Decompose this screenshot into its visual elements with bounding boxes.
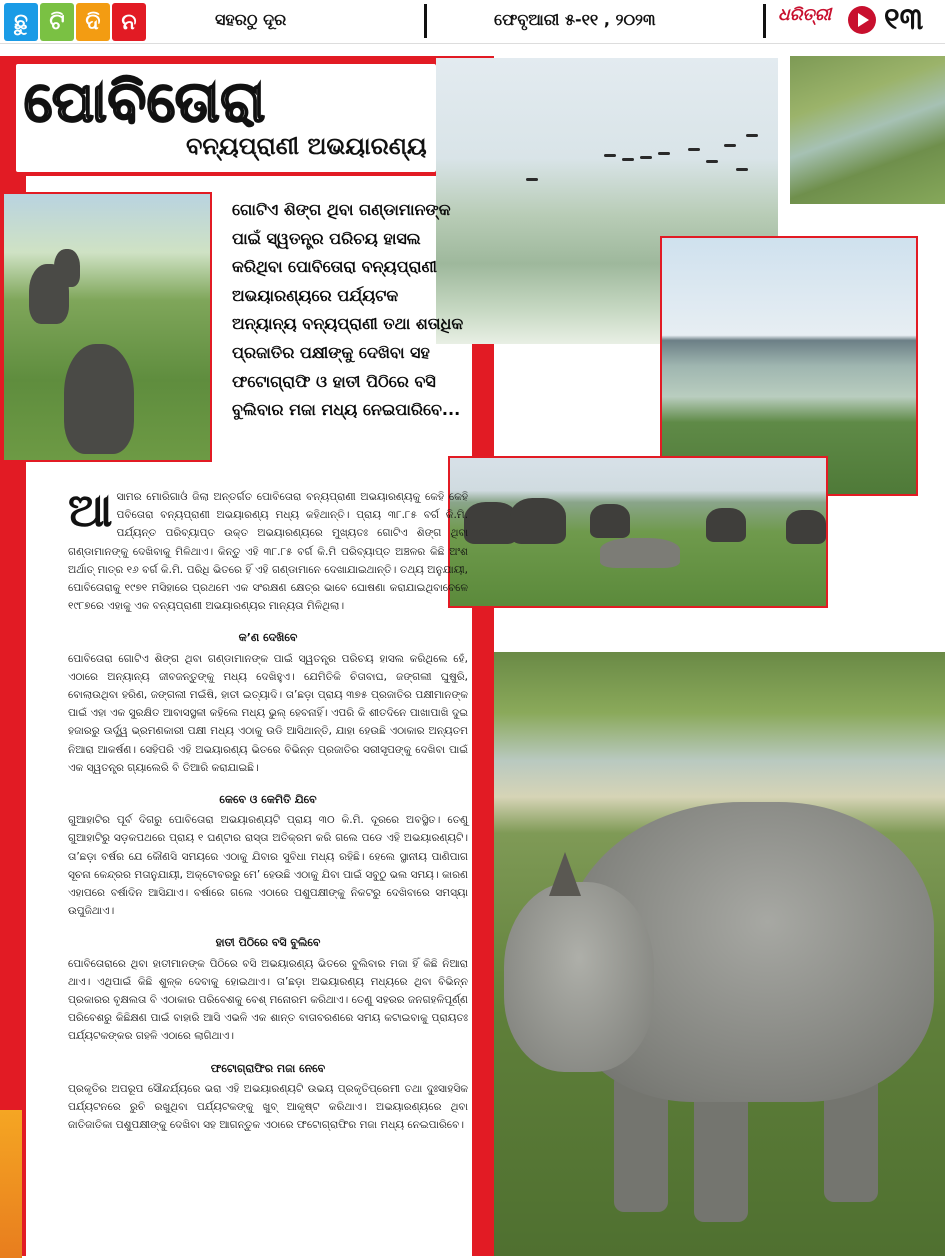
section-text: ପୋବିତୋରାରେ ଥିବା ହାତୀମାନଙ୍କ ପିଠିରେ ବସି ଅଭୟାରଣ୍ୟ ଭିତରେ ବୁଲିବାର ମଜା ହିଁ କିଛି ନିଆରା ଥାଏ। ଏଥିପାଇଁ କିଛି ଶୁଳ୍କ ଦେବାକୁ ହୋଇଥାଏ। ତା’ଛଡ଼ା ଅଭୟାରଣ୍ୟ ମଧ୍ୟରେ ଥିବା ବିଭିନ୍ନ ପ୍ରକାରର ବୃକ୍ଷଲତା ବି ଏଠାକାର ପରିବେଶକୁ ବେଶ୍ ମନୋରମ କରିଥାଏ। ତେଣୁ ସହରର ଜନଗହଳିପୂର୍ଣ୍ଣ ପରିବେଶରୁ କିଛିକ୍ଷଣ ପାଇଁ ବାହାରି ଆସି ଏଭଳି ଏକ ଶାନ୍ତ ବାତାବରଣରେ ସମୟ କଟାଇବାକୁ ପ୍ରାୟତଃ ପର୍ଯ୍ୟଟକଙ୍କର ଗହଳି ଏଠାରେ ଲାଗିଥାଏ।	[68, 957, 468, 1043]
intro-text: ସାମର ମୋରିଗାଓଁ ଜିଲା ଅନ୍ତର୍ଗତ ପୋବିତୋରା ବନ୍ୟପ୍ରାଣୀ ଅଭୟାରଣ୍ୟକୁ କେହି କେହି ପବିତୋରା ବନ୍ୟପ୍ରାଣୀ ଅଭୟାରଣ୍ୟ ମଧ୍ୟ କହିଥାନ୍ତି। ପ୍ରାୟ ୩୮.୮୫ ବର୍ଗ କି.ମି. ପର୍ଯ୍ୟନ୍ତ ପରିବ୍ୟାପ୍ତ ଉକ୍ତ ଅଭୟାରଣ୍ୟରେ ମୁଖ୍ୟତଃ ଗୋଟିଏ ଶିଙ୍ଗ ଥିବା ଗଣ୍ଡାମାନଙ୍କୁ ଦେଖିବାକୁ ମିଳିଥାଏ। କିନ୍ତୁ ଏହି ୩୮.୮୫ ବର୍ଗ କି.ମି ପରିବ୍ୟାପ୍ତ ଅଞ୍ଚଳର କିଛି ଅଂଶ ଅର୍ଥାତ୍ ମାତ୍ର ୧୬ ବର୍ଗ କି.ମି. ପରିଧି ଭିତରେ ହିଁ ଏହି ଗଣ୍ଡାମାନେ ଦେଖାଯାଇଥାନ୍ତି। ତଥ୍ୟ ଅନୁଯାୟୀ, ପୋବିତୋରାକୁ ୧୯୭୧ ମସିହାରେ ପ୍ରଥମେ ଏକ ସଂରକ୍ଷଣ କ୍ଷେତ୍ର ଭାବେ ଘୋଷଣା କରାଯାଇଥିବାବେଳେ ୧୯୮୭ରେ ଏହାକୁ ଏକ ବନ୍ୟପ୍ରାଣୀ ଅଭୟାରଣ୍ୟର ମାନ୍ୟତା ମିଳିଥିଲା।	[68, 491, 468, 613]
photo-elephant-ride	[2, 192, 212, 462]
section-name: ସହରଠୁ ଦୂର	[215, 10, 287, 29]
article-title: ପୋବିତୋରା	[24, 70, 266, 135]
orange-accent-bar	[0, 1110, 22, 1258]
intro-paragraph	[68, 483, 468, 615]
section-heading: କେବେ ଓ କେମିତି ଯିବେ	[219, 793, 317, 807]
section-tile: ଦି	[76, 3, 110, 41]
section-heading: କ’ଣ ଦେଖିବେ	[238, 631, 298, 645]
section-heading: ହାତୀ ପିଠିରେ ବସି ବୁଲିବେ	[215, 936, 321, 950]
section-heading: ଫଟୋଗ୍ରାଫିର ମଜା ନେବେ	[210, 1061, 326, 1075]
section-tile: ନ	[112, 3, 146, 41]
article-subtitle: ବନ୍ୟପ୍ରାଣୀ ଅଭୟାରଣ୍ୟ	[186, 132, 427, 160]
play-icon	[848, 6, 876, 34]
section-tile: ଛୁ	[4, 3, 38, 41]
article-lead: ଗୋଟିଏ ଶିଙ୍ଗ ଥିବା ଗଣ୍ଡାମାନଙ୍କ ପାଇଁ ସ୍ୱତନ୍ତ୍ର ପରିଚୟ ହାସଲ କରିଥିବା ପୋବିତୋରା ବନ୍ୟପ୍ରାଣୀ ଅଭୟାରଣ୍ୟରେ ପର୍ଯ୍ୟଟକ ଅନ୍ୟାନ୍ୟ ବନ୍ୟପ୍ରାଣୀ ତଥା ଶତାଧିକ ପ୍ରଜାତିର ପକ୍ଷୀଙ୍କୁ ଦେଖିବା ସହ ଫଟୋଗ୍ରାଫି ଓ ହାତୀ ପିଠିରେ ବସି ବୁଲିବାର ମଜା ମଧ୍ୟ ନେଇପାରିବେ...	[232, 200, 464, 420]
photo-elephant-safari	[448, 456, 828, 608]
page-header	[0, 0, 945, 44]
photo-one-horned-rhino	[494, 652, 945, 1256]
photo-wetland-top	[790, 56, 945, 204]
drop-cap: ଆ	[68, 483, 113, 537]
paper-logo: ଧରିତ୍ରୀ	[778, 5, 832, 25]
article-body	[68, 483, 468, 1135]
header-divider	[424, 4, 427, 38]
header-divider	[763, 4, 766, 38]
page-number: ୧୩	[884, 2, 924, 37]
section-text: ଗୁଆହାଟିର ପୂର୍ବ ଦିଗରୁ ପୋବିତୋରା ଅଭୟାରଣ୍ୟଟି ପ୍ରାୟ ୩୦ କି.ମି. ଦୂରରେ ଅବସ୍ଥିତ। ତେଣୁ ଗୁଆହାଟିରୁ ସଡ଼କପଥରେ ପ୍ରାୟ ୧ ଘଣ୍ଟାର ରାସ୍ତା ଅତିକ୍ରମ କରି ଗଲେ ପଡେ ଏହି ଅଭୟାରଣ୍ୟଟି। ତା’ଛଡ଼ା ବର୍ଷର ଯେ କୌଣସି ସମୟରେ ଏଠାକୁ ଯିବାର ସୁବିଧା ମଧ୍ୟ ରହିଛି। ହେଲେ ସ୍ଥାନୀୟ ପାଣିପାଗ ସୂଚନା କେନ୍ଦ୍ରର ମତାନୁଯାୟୀ, ଅକ୍ଟୋବରରୁ ମେ’ ହେଉଛି ଏଠାକୁ ଯିବା ପାଇଁ ସବୁଠୁ ଭଲ ସମୟ। କାରଣ ଏହାପରେ ବର୍ଷାଦିନ ଆସିଯାଏ। ବର୍ଷାରେ ଗଲେ ଏଠାରେ ପଶୁପକ୍ଷୀଙ୍କୁ ନିକଟରୁ ଦେଖିବାରେ ସମସ୍ୟା ଉପୁଜିଥାଏ।	[68, 814, 468, 918]
section-text: ପ୍ରକୃତିର ଅପରୂପ ସୌନ୍ଦର୍ଯ୍ୟରେ ଭରା ଏହି ଅଭୟାରଣ୍ୟଟି ଉଭୟ ପ୍ରକୃତିପ୍ରେମୀ ତଥା ଦୁଃସାହସିକ ପର୍ଯ୍ୟଟନରେ ରୁଚି ରଖୁଥିବା ପର୍ଯ୍ୟଟକଙ୍କୁ ଖୁବ୍ ଆକୃଷ୍ଟ କରିଥାଏ। ଅଭୟାରଣ୍ୟରେ ଥିବା ଜାତିଜାତିକା ପଶୁପକ୍ଷୀଙ୍କୁ ଦେଖିବା ସହ ଆଗନ୍ତୁକ ଏଠାରେ ଫଟୋଗ୍ରାଫିର ମଜା ମଧ୍ୟ ନେଇପାରିବେ।	[68, 1082, 468, 1132]
section-text: ପୋବିତୋରା ଗୋଟିଏ ଶିଙ୍ଗ ଥିବା ଗଣ୍ଡାମାନଙ୍କ ପାଇଁ ସ୍ୱତନ୍ତ୍ର ପରିଚୟ ହାସଲ କରିଥିଲେ ହେଁ, ଏଠାରେ ଅନ୍ୟାନ୍ୟ ଜୀବଜନ୍ତୁଙ୍କୁ ମଧ୍ୟ ଦେଖିହୁଏ। ଯେମିତିକି ଚିତାବାଘ, ଜଙ୍ଗଲୀ ଘୁଷୁରି, ବୋଲାଉଥିବା ହରିଣ, ଜଙ୍ଗଲୀ ମଇଁଷି, ହାତୀ ଇତ୍ୟାଦି। ତା’ଛଡ଼ା ପ୍ରାୟ ୩୭୫ ପ୍ରଜାତିର ପକ୍ଷୀମାନଙ୍କ ପାଇଁ ଏହା ଏକ ସୁରକ୍ଷିତ ଆବାସସ୍ଥଳୀ କହିଲେ ମଧ୍ୟ ଭୁଲ୍ ହେବନାହିଁ। ଏପରି କି ଶୀତଦିନେ ପାଖାପାଖି ଦୁଇ ହଜାରରୁ ଊର୍ଦ୍ଧ୍ୱ ଭ୍ରମଣକାରୀ ପକ୍ଷୀ ମଧ୍ୟ ଏଠାକୁ ଉଡି ଆସିଥାନ୍ତି, ଯାହା ହେଉଛି ଏଠାକାର ଅନ୍ୟତମ ନିଆରା ଆକର୍ଷଣ। ସେହିପରି ଏହି ଅଭୟାରଣ୍ୟ ଭିତରେ ବିଭିନ୍ନ ପ୍ରଜାତିର ସରୀସୃପଙ୍କୁ ଦେଖିବା ପାଇଁ ଏକ ସ୍ୱତନ୍ତ୍ର ଗ୍ୟାଲେରି ବି ତିଆରି କରାଯାଇଛି।	[68, 652, 468, 774]
issue-date: ଫେବୃଆରୀ ୫-୧୧ , ୨୦୨୩	[494, 10, 656, 29]
section-brand-tiles	[4, 3, 146, 41]
section-tile: ଟି	[40, 3, 74, 41]
